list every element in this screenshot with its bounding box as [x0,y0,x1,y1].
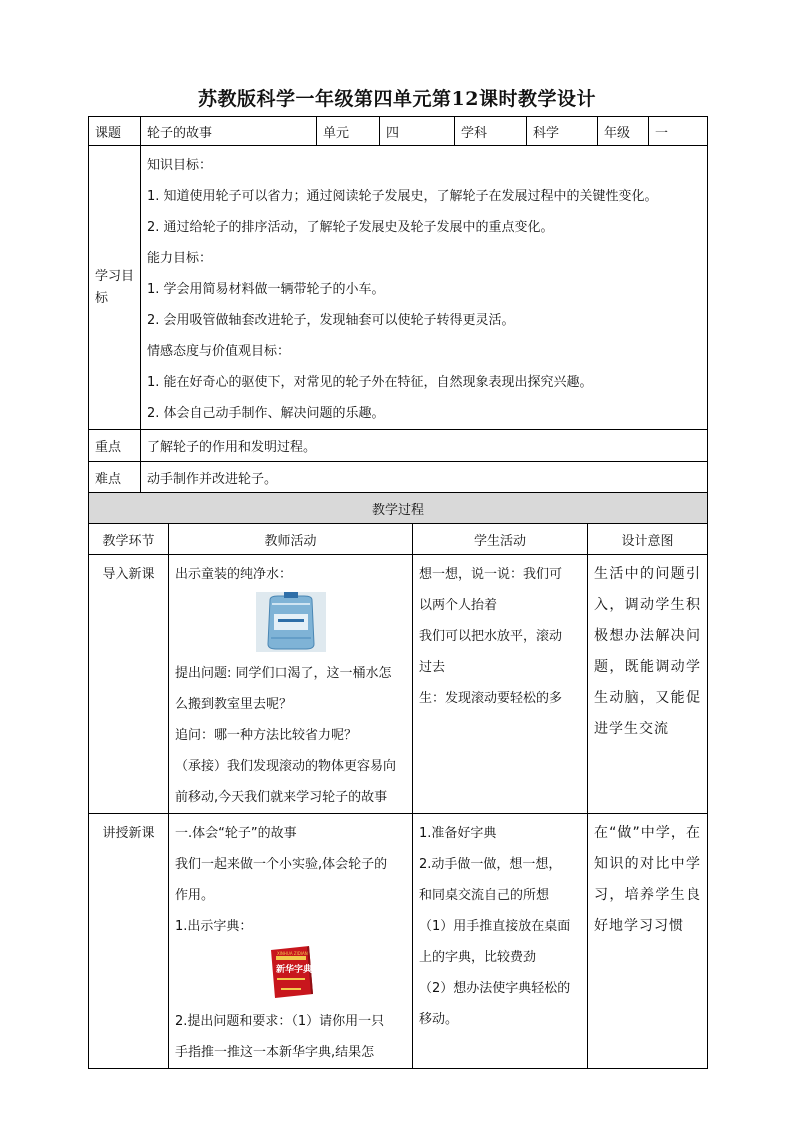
column-header: 学生活动 [413,524,588,555]
topic-value: 轮子的故事 [141,117,317,146]
stage-cell: 讲授新课 [89,814,169,1069]
teacher-line: 一.体会“轮子”的故事 [175,826,297,841]
student-line: 以两个人抬着 [419,598,498,613]
column-header-row [89,524,708,555]
dictionary-icon [267,944,315,1000]
header-row [89,117,708,146]
teacher-line: 前移动,今天我们就来学习轮子的故事 [175,790,388,805]
column-header: 教师活动 [169,524,413,555]
student-line: 2.动手做一做，想一想， [419,857,562,872]
unit-label: 单元 [317,117,380,146]
teacher-line: 追问：哪一种方法比较省力呢？ [175,728,358,743]
student-line: 和同桌交流自己的所想 [419,888,550,903]
water-bucket-image [175,592,406,656]
grade-value: 一 [649,117,708,146]
design-intent-cell [588,814,708,1069]
difficulty-row [89,462,708,494]
student-line: 想一想，说一说：我们可 [419,567,563,582]
design-intent-cell [588,555,708,814]
teacher-line: 提出问题: 同学们口渴了，这一桶水怎 [175,666,392,681]
column-header: 教学环节 [89,524,169,555]
student-line: 移动。 [419,1012,459,1027]
student-activity-cell [413,555,588,814]
objective-line: 知识目标： [147,158,213,173]
student-line: （1）用手推直接放在桌面 [419,919,571,934]
table-row [89,814,708,1069]
teacher-line: 1.出示字典： [175,919,253,934]
section-header-row [89,493,708,524]
teacher-line: 作用。 [175,888,215,903]
difficulty-label: 难点 [89,462,141,494]
objective-line: 情感态度与价值观目标： [147,344,291,359]
difficulty-value: 动手制作并改进轮子。 [141,462,708,494]
subject-value: 科学 [527,117,598,146]
objective-line: 1. 学会用简易材料做一辆带轮子的小车。 [147,282,385,297]
section-title: 教学过程 [89,493,708,524]
teacher-line: （承接）我们发现滚动的物体更容易向 [175,759,397,774]
teacher-activity-cell [169,555,413,814]
key-point-label: 重点 [89,430,141,462]
key-point-value: 了解轮子的作用和发明过程。 [141,430,708,462]
objectives-row [89,146,708,430]
dictionary-image [175,944,406,1004]
student-line: 上的字典，比较费劲 [419,950,537,965]
student-line: 过去 [419,660,446,675]
objective-line: 1. 知道使用轮子可以省力；通过阅读轮子发展史，了解轮子在发展过程中的关键性变化。 [147,189,658,204]
svg-text:新华字典: 新华字典 [275,965,312,975]
objective-line: 2. 会用吸管做轴套改进轮子，发现轴套可以使轮子转得更灵活。 [147,313,515,328]
objectives-label: 学习目标 [89,146,141,430]
student-line: 我们可以把水放平，滚动 [419,629,563,644]
unit-value: 四 [380,117,455,146]
objective-line: 1. 能在好奇心的驱使下，对常见的轮子外在特征，自然现象表现出探究兴趣。 [147,375,593,390]
svg-text:XINHUA ZIDIAN: XINHUA ZIDIAN [276,951,308,956]
design-intent-text: 在“做”中学，在知识的对比中学习，培养学生良好地学习习惯 [594,825,702,934]
teacher-activity-cell [169,814,413,1069]
student-activity-cell [413,814,588,1069]
teacher-line: 么搬到教室里去呢？ [175,697,293,712]
teacher-line: 我们一起来做一个小实验,体会轮子的 [175,857,388,872]
design-intent-text: 生活中的问题引入，调动学生积极想办法解决问题，既能调动学生动脑，又能促进学生交流 [594,566,702,737]
key-point-row [89,430,708,462]
column-header: 设计意图 [588,524,708,555]
objective-line: 2. 通过给轮子的排序活动，了解轮子发展史及轮子发展中的重点变化。 [147,220,554,235]
subject-label: 学科 [455,117,527,146]
topic-label: 课题 [89,117,141,146]
student-line: （2）想办法使字典轻松的 [419,981,571,996]
teacher-line: 2.提出问题和要求：（1）请你用一只 [175,1014,385,1029]
grade-label: 年级 [598,117,649,146]
water-bucket-icon [256,592,326,652]
teacher-line: 出示童装的纯净水： [175,567,293,582]
page-title: 苏教版科学一年级第四单元第12课时教学设计 [198,88,596,110]
lesson-info-table [88,116,708,494]
objective-line: 2. 体会自己动手制作、解决问题的乐趣。 [147,406,385,421]
table-row [89,555,708,814]
objective-line: 能力目标： [147,251,213,266]
teacher-line: 手指推一推这一本新华字典,结果怎 [175,1045,375,1060]
teaching-process-table [88,492,708,1069]
student-line: 生：发现滚动要轻松的多 [419,691,563,706]
objectives-content [141,146,708,430]
stage-cell: 导入新课 [89,555,169,814]
student-line: 1.准备好字典 [419,826,497,841]
